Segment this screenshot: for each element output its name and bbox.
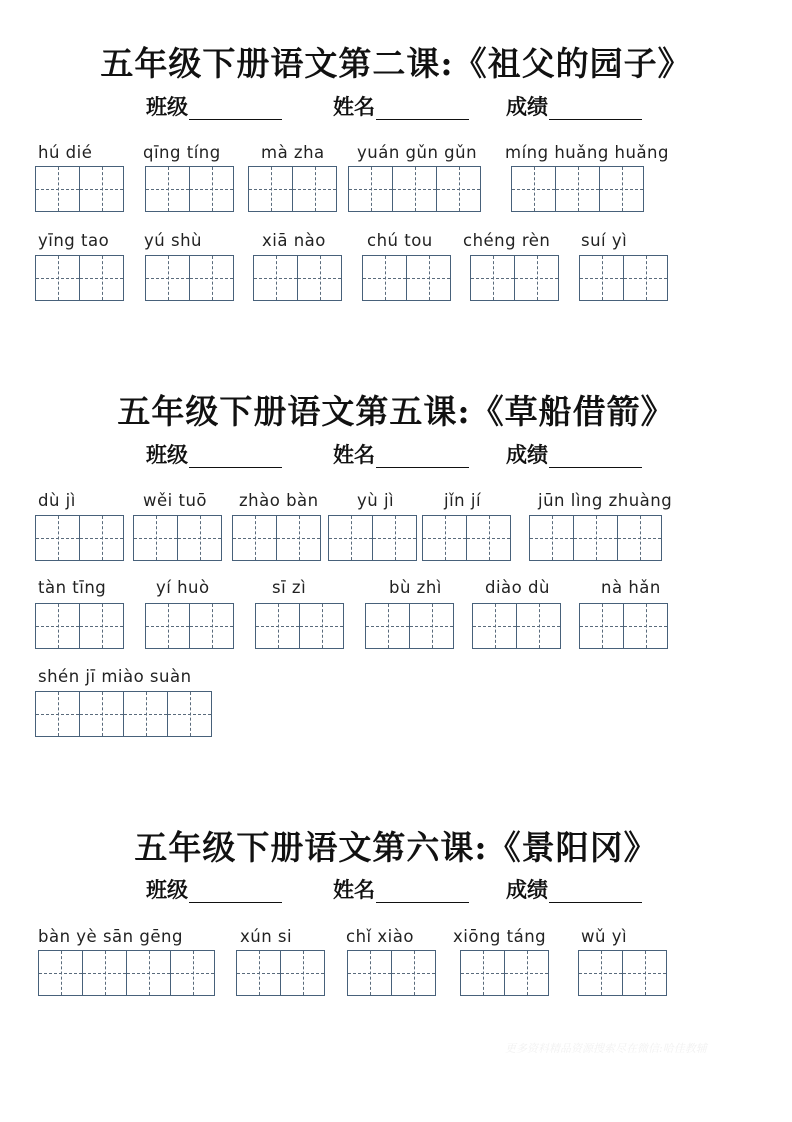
tianzige-cell[interactable] — [83, 950, 127, 996]
class-field — [146, 94, 282, 120]
name-field-blank-line[interactable] — [376, 878, 469, 903]
class-field-label: 班级 — [146, 442, 188, 467]
tianzige-cell[interactable] — [233, 515, 277, 561]
tianzige-cell[interactable] — [36, 515, 80, 561]
tianzige-cell[interactable] — [256, 603, 300, 649]
writing-grid — [347, 950, 436, 996]
score-field-label: 成绩 — [506, 94, 548, 119]
tianzige-cell[interactable] — [80, 515, 124, 561]
score-field-blank-line[interactable] — [549, 878, 642, 903]
class-field — [146, 442, 282, 468]
pinyin-prompt: qīng tíng — [143, 143, 221, 162]
tianzige-cell[interactable] — [190, 255, 234, 301]
tianzige-cell[interactable] — [473, 603, 517, 649]
writing-grid — [422, 515, 511, 561]
tianzige-cell[interactable] — [249, 166, 293, 212]
pinyin-prompt: zhào bàn — [239, 491, 319, 510]
writing-grid — [145, 255, 234, 301]
pinyin-prompt: shén jī miào suàn — [38, 667, 192, 686]
tianzige-cell[interactable] — [407, 255, 451, 301]
writing-grid — [236, 950, 325, 996]
writing-grid — [579, 603, 668, 649]
score-field — [506, 877, 642, 903]
writing-grid — [328, 515, 417, 561]
tianzige-cell[interactable] — [467, 515, 511, 561]
student-info-row — [0, 94, 792, 124]
student-info-row — [0, 877, 792, 907]
class-field-label: 班级 — [146, 877, 188, 902]
lesson-title: 五年级下册语文第六课:《景阳冈》 — [134, 828, 658, 867]
tianzige-cell[interactable] — [80, 603, 124, 649]
tianzige-cell[interactable] — [392, 950, 436, 996]
tianzige-cell[interactable] — [36, 255, 80, 301]
lesson-title: 五年级下册语文第二课:《祖父的园子》 — [100, 44, 692, 83]
tianzige-cell[interactable] — [237, 950, 281, 996]
tianzige-cell[interactable] — [517, 603, 561, 649]
score-field-label: 成绩 — [506, 442, 548, 467]
score-field-blank-line[interactable] — [549, 443, 642, 468]
tianzige-cell[interactable] — [134, 515, 178, 561]
writing-grid — [38, 950, 215, 996]
class-field — [146, 877, 282, 903]
writing-grid — [362, 255, 451, 301]
tianzige-cell[interactable] — [579, 950, 623, 996]
tianzige-cell[interactable] — [393, 166, 437, 212]
writing-grid — [470, 255, 559, 301]
pinyin-prompt: jūn lìng zhuàng — [538, 491, 673, 510]
class-field-blank-line[interactable] — [189, 95, 282, 120]
writing-grid — [255, 603, 344, 649]
writing-grid — [511, 166, 644, 212]
tianzige-cell[interactable] — [556, 166, 600, 212]
class-field-blank-line[interactable] — [189, 878, 282, 903]
pinyin-prompt: mà zha — [261, 143, 325, 162]
writing-grid — [460, 950, 549, 996]
pinyin-prompt: yuán gǔn gǔn — [357, 143, 478, 162]
pinyin-prompt: yí huò — [156, 578, 210, 597]
name-field-blank-line[interactable] — [376, 95, 469, 120]
pinyin-prompt: bù zhì — [389, 578, 442, 597]
tianzige-cell[interactable] — [190, 166, 234, 212]
writing-grid — [529, 515, 662, 561]
tianzige-cell[interactable] — [373, 515, 417, 561]
tianzige-cell[interactable] — [168, 691, 212, 737]
tianzige-cell[interactable] — [80, 166, 124, 212]
tianzige-cell[interactable] — [423, 515, 467, 561]
tianzige-cell[interactable] — [366, 603, 410, 649]
tianzige-cell[interactable] — [574, 515, 618, 561]
score-field — [506, 94, 642, 120]
tianzige-cell[interactable] — [437, 166, 481, 212]
name-field-label: 姓名 — [333, 94, 375, 119]
tianzige-cell[interactable] — [190, 603, 234, 649]
tianzige-cell[interactable] — [471, 255, 515, 301]
writing-grid — [365, 603, 454, 649]
score-field-blank-line[interactable] — [549, 95, 642, 120]
pinyin-prompt: míng huǎng huǎng — [505, 143, 669, 162]
pinyin-prompt: xún si — [240, 927, 293, 946]
name-field-label: 姓名 — [333, 442, 375, 467]
writing-grid — [145, 603, 234, 649]
tianzige-cell[interactable] — [39, 950, 83, 996]
student-info-row — [0, 442, 792, 472]
pinyin-prompt: wǔ yì — [581, 927, 628, 946]
pinyin-prompt: xiōng táng — [453, 927, 547, 946]
pinyin-prompt: diào dù — [485, 578, 550, 597]
tianzige-cell[interactable] — [512, 166, 556, 212]
tianzige-cell[interactable] — [618, 515, 662, 561]
score-field-label: 成绩 — [506, 877, 548, 902]
tianzige-cell[interactable] — [293, 166, 337, 212]
pinyin-prompt: yú shù — [144, 231, 202, 250]
tianzige-cell[interactable] — [171, 950, 215, 996]
writing-grid — [35, 515, 124, 561]
tianzige-cell[interactable] — [515, 255, 559, 301]
tianzige-cell[interactable] — [127, 950, 171, 996]
pinyin-prompt: chéng rèn — [463, 231, 551, 250]
tianzige-cell[interactable] — [281, 950, 325, 996]
tianzige-cell[interactable] — [124, 691, 168, 737]
name-field — [333, 877, 469, 903]
tianzige-cell[interactable] — [36, 166, 80, 212]
tianzige-cell[interactable] — [80, 691, 124, 737]
writing-grid — [578, 950, 667, 996]
pinyin-prompt: sī zì — [272, 578, 307, 597]
tianzige-cell[interactable] — [348, 950, 392, 996]
tianzige-cell[interactable] — [178, 515, 222, 561]
pinyin-prompt: yù jì — [357, 491, 395, 510]
tianzige-cell[interactable] — [580, 255, 624, 301]
tianzige-cell[interactable] — [298, 255, 342, 301]
writing-grid — [35, 691, 212, 737]
writing-grid — [145, 166, 234, 212]
writing-grid — [248, 166, 337, 212]
pinyin-prompt: tàn tīng — [38, 578, 107, 597]
pinyin-prompt: jǐn jí — [444, 491, 482, 510]
name-field — [333, 94, 469, 120]
writing-grid — [232, 515, 321, 561]
class-field-blank-line[interactable] — [189, 443, 282, 468]
tianzige-cell[interactable] — [36, 603, 80, 649]
writing-grid — [472, 603, 561, 649]
tianzige-cell[interactable] — [530, 515, 574, 561]
pinyin-prompt: suí yì — [581, 231, 628, 250]
tianzige-cell[interactable] — [623, 950, 667, 996]
name-field-label: 姓名 — [333, 877, 375, 902]
tianzige-cell[interactable] — [363, 255, 407, 301]
tianzige-cell[interactable] — [600, 166, 644, 212]
writing-grid — [35, 166, 124, 212]
pinyin-prompt: xiā nào — [262, 231, 326, 250]
class-field-label: 班级 — [146, 94, 188, 119]
watermark: 更多资料精品资源搜索尽在微信:哈佳教辅 — [505, 1042, 707, 1055]
pinyin-prompt: nà hǎn — [601, 578, 661, 597]
pinyin-prompt: chú tou — [367, 231, 433, 250]
name-field-blank-line[interactable] — [376, 443, 469, 468]
pinyin-prompt: chǐ xiào — [346, 927, 414, 946]
tianzige-cell[interactable] — [349, 166, 393, 212]
pinyin-prompt: dù jì — [38, 491, 76, 510]
tianzige-cell[interactable] — [146, 603, 190, 649]
tianzige-cell[interactable] — [36, 691, 80, 737]
writing-grid — [35, 603, 124, 649]
tianzige-cell[interactable] — [300, 603, 344, 649]
pinyin-prompt: wěi tuō — [143, 491, 207, 510]
writing-grid — [348, 166, 481, 212]
writing-grid — [35, 255, 124, 301]
tianzige-cell[interactable] — [146, 166, 190, 212]
score-field — [506, 442, 642, 468]
pinyin-prompt: yīng tao — [38, 231, 110, 250]
pinyin-prompt: bàn yè sān gēng — [38, 927, 183, 946]
tianzige-cell[interactable] — [624, 603, 668, 649]
tianzige-cell[interactable] — [580, 603, 624, 649]
tianzige-cell[interactable] — [80, 255, 124, 301]
name-field — [333, 442, 469, 468]
tianzige-cell[interactable] — [461, 950, 505, 996]
tianzige-cell[interactable] — [329, 515, 373, 561]
tianzige-cell[interactable] — [254, 255, 298, 301]
tianzige-cell[interactable] — [624, 255, 668, 301]
tianzige-cell[interactable] — [505, 950, 549, 996]
tianzige-cell[interactable] — [277, 515, 321, 561]
lesson-title: 五年级下册语文第五课:《草船借箭》 — [117, 392, 675, 431]
writing-grid — [253, 255, 342, 301]
tianzige-cell[interactable] — [410, 603, 454, 649]
tianzige-cell[interactable] — [146, 255, 190, 301]
pinyin-prompt: hú dié — [38, 143, 93, 162]
writing-grid — [579, 255, 668, 301]
writing-grid — [133, 515, 222, 561]
